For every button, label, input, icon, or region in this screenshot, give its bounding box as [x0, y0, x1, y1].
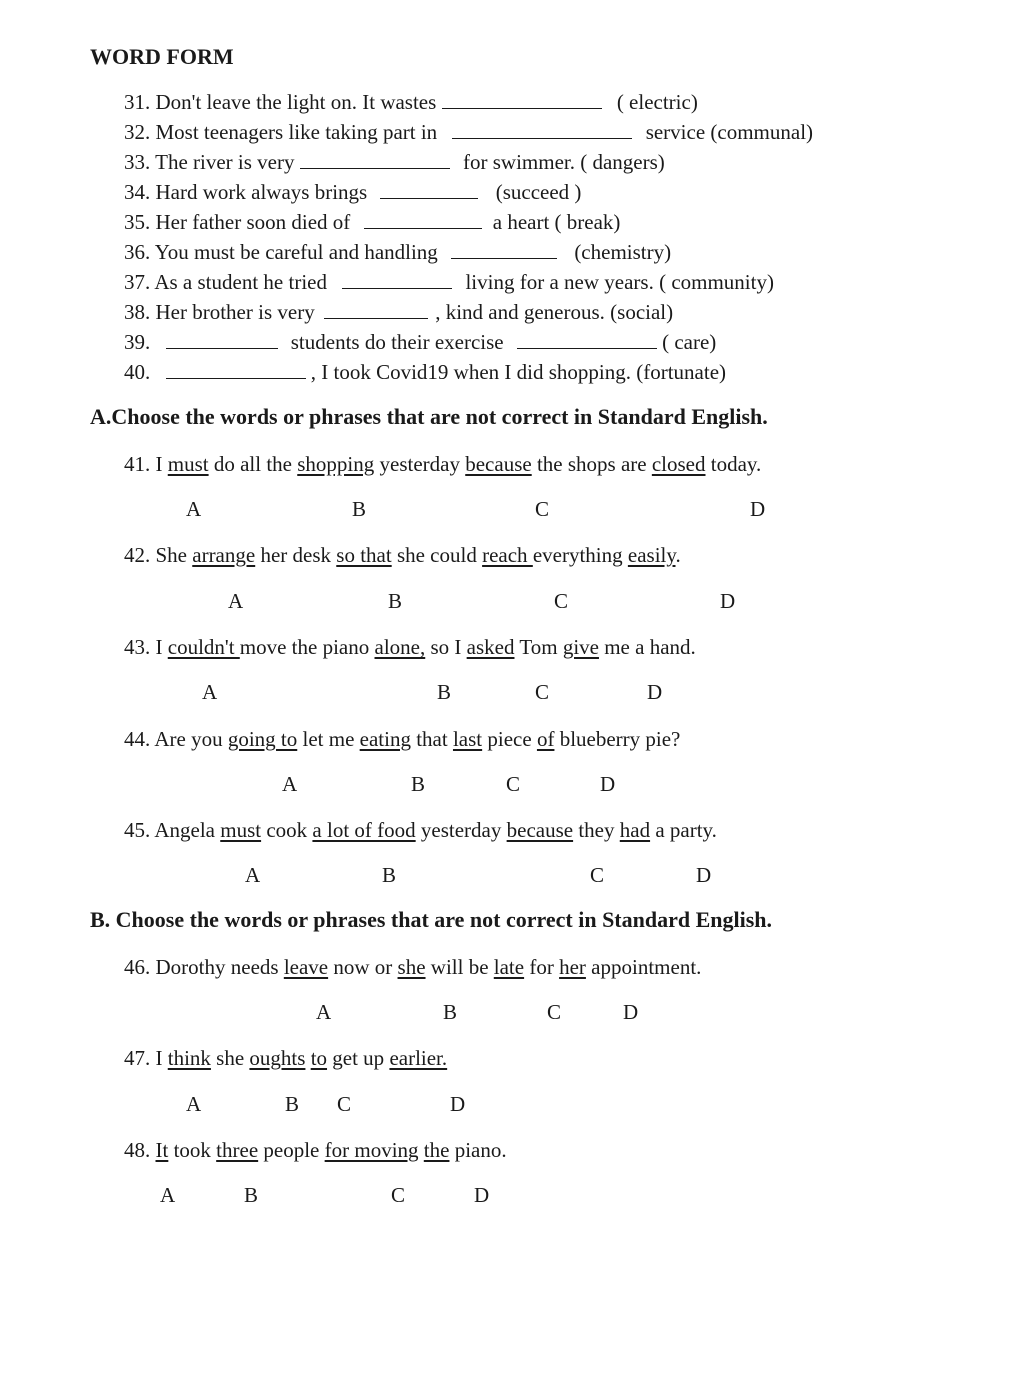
- item-text: Her brother is very: [155, 300, 315, 324]
- question-number: 47.: [124, 1046, 151, 1070]
- option-letter-d[interactable]: D: [600, 772, 616, 796]
- underlined-option[interactable]: of: [536, 727, 555, 751]
- option-letter-c[interactable]: C: [337, 1092, 352, 1116]
- question-text: Dorothy needs: [155, 955, 284, 979]
- item-text: Hard work always brings: [155, 180, 368, 204]
- option-letter-c[interactable]: C: [590, 863, 605, 887]
- answer-blank[interactable]: [517, 330, 657, 349]
- underlined-option[interactable]: for moving: [324, 1138, 419, 1162]
- question-text: she: [210, 1046, 250, 1070]
- question-text: she could: [391, 543, 483, 567]
- underlined-option[interactable]: closed: [651, 452, 706, 476]
- item-36: [124, 240, 671, 265]
- option-letter-c[interactable]: C: [506, 772, 521, 796]
- underlined-option[interactable]: alone,: [374, 635, 426, 659]
- item-number: 37.: [124, 270, 151, 294]
- item-text: The river is very: [155, 150, 295, 174]
- underlined-option[interactable]: oughts: [249, 1046, 306, 1070]
- item-40: [124, 360, 726, 385]
- underlined-option[interactable]: asked: [466, 635, 515, 659]
- option-letter-b[interactable]: B: [388, 589, 403, 613]
- underlined-option[interactable]: because: [506, 818, 574, 842]
- question-text: people: [258, 1138, 325, 1162]
- question-text: .: [675, 543, 681, 567]
- underlined-option[interactable]: It: [155, 1138, 169, 1162]
- section-b-heading: B. Choose the words or phrases that are not correct in Standard English.: [90, 907, 773, 932]
- option-letter-d[interactable]: D: [474, 1183, 490, 1207]
- question-text: for: [524, 955, 560, 979]
- underlined-option[interactable]: she: [397, 955, 426, 979]
- question-text: her desk: [255, 543, 337, 567]
- underlined-option[interactable]: think: [167, 1046, 211, 1070]
- question-text: move the piano: [239, 635, 375, 659]
- item-hint: ( care): [662, 330, 717, 354]
- answer-blank[interactable]: [380, 180, 478, 199]
- option-letter-a[interactable]: A: [186, 497, 202, 521]
- option-letter-a[interactable]: A: [202, 680, 218, 704]
- option-letter-b[interactable]: B: [437, 680, 452, 704]
- question-number: 42.: [124, 543, 151, 567]
- option-letter-c[interactable]: C: [547, 1000, 562, 1024]
- underlined-option[interactable]: must: [167, 452, 209, 476]
- item-number: 34.: [124, 180, 151, 204]
- answer-blank[interactable]: [166, 360, 306, 379]
- underlined-option[interactable]: her: [559, 955, 586, 979]
- item-text: students do their exercise: [290, 330, 504, 354]
- option-letter-b[interactable]: B: [285, 1092, 300, 1116]
- question-text: the shops are: [531, 452, 652, 476]
- item-number: 33.: [124, 150, 151, 174]
- underlined-option[interactable]: so that: [336, 543, 392, 567]
- underlined-option[interactable]: easily: [627, 543, 676, 567]
- option-letter-d[interactable]: D: [720, 589, 736, 613]
- underlined-option[interactable]: couldn't: [167, 635, 240, 659]
- item-text: Don't leave the light on. It wastes: [155, 90, 437, 114]
- question-text: Are you: [154, 727, 228, 751]
- option-letter-c[interactable]: C: [554, 589, 569, 613]
- item-32: [124, 120, 813, 145]
- underlined-option[interactable]: because: [465, 452, 532, 476]
- answer-blank[interactable]: [452, 120, 632, 139]
- question-text: so I: [425, 635, 467, 659]
- underlined-option[interactable]: the: [423, 1138, 450, 1162]
- underlined-option[interactable]: reach: [482, 543, 533, 567]
- option-letter-d[interactable]: D: [450, 1092, 466, 1116]
- item-number: 31.: [124, 90, 151, 114]
- option-letter-c[interactable]: C: [535, 497, 550, 521]
- item-34: [124, 180, 581, 205]
- item-text: As a student he tried: [154, 270, 327, 294]
- question-text: yesterday: [374, 452, 466, 476]
- question-45: [124, 818, 717, 843]
- item-33: [124, 150, 665, 175]
- underlined-option[interactable]: arrange: [192, 543, 256, 567]
- answer-blank[interactable]: [300, 150, 450, 169]
- question-text: Angela: [154, 818, 221, 842]
- item-text: Most teenagers like taking part in: [155, 120, 438, 144]
- item-hint: for swimmer. ( dangers): [463, 150, 665, 174]
- question-text: piano.: [449, 1138, 507, 1162]
- question-text: blueberry pie?: [554, 727, 681, 751]
- underlined-option[interactable]: to: [310, 1046, 328, 1070]
- section-a-heading: A.Choose the words or phrases that are not correct in Standard English.: [90, 404, 768, 429]
- question-text: She: [155, 543, 193, 567]
- item-text: You must be careful and handling: [154, 240, 438, 264]
- item-31: [124, 90, 698, 115]
- underlined-option[interactable]: three: [216, 1138, 259, 1162]
- item-35: [124, 210, 620, 235]
- question-text: yesterday: [415, 818, 507, 842]
- option-letter-d[interactable]: D: [750, 497, 766, 521]
- underlined-option[interactable]: eating: [359, 727, 411, 751]
- question-text: let me: [297, 727, 360, 751]
- underlined-option[interactable]: must: [220, 818, 262, 842]
- question-text: everything: [532, 543, 628, 567]
- question-text: they: [573, 818, 620, 842]
- answer-blank[interactable]: [324, 300, 428, 319]
- answer-blank[interactable]: [451, 240, 557, 259]
- item-number: 38.: [124, 300, 151, 324]
- item-hint: (succeed ): [495, 180, 582, 204]
- option-letter-d[interactable]: D: [623, 1000, 639, 1024]
- item-38: [124, 300, 673, 325]
- option-letter-d[interactable]: D: [696, 863, 712, 887]
- underlined-option[interactable]: had: [619, 818, 651, 842]
- question-41: [124, 452, 761, 477]
- option-letter-a[interactable]: A: [186, 1092, 202, 1116]
- underlined-option[interactable]: going to: [227, 727, 298, 751]
- underlined-option[interactable]: last: [452, 727, 483, 751]
- question-text: Tom: [514, 635, 563, 659]
- item-text: Her father soon died of: [155, 210, 351, 234]
- question-text: do all the: [208, 452, 298, 476]
- question-text: took: [168, 1138, 217, 1162]
- question-number: 44.: [124, 727, 151, 751]
- item-hint: ( electric): [616, 90, 698, 114]
- item-number: 32.: [124, 120, 151, 144]
- question-46: [124, 955, 701, 980]
- answer-blank[interactable]: [442, 90, 602, 109]
- question-text: get up: [327, 1046, 390, 1070]
- question-number: 41.: [124, 452, 151, 476]
- option-letter-a[interactable]: A: [160, 1183, 176, 1207]
- item-number: 39.: [124, 330, 151, 354]
- question-number: 48.: [124, 1138, 151, 1162]
- question-number: 46.: [124, 955, 151, 979]
- option-letter-b[interactable]: B: [382, 863, 397, 887]
- option-letter-b[interactable]: B: [411, 772, 426, 796]
- option-letter-a[interactable]: A: [245, 863, 261, 887]
- question-number: 45.: [124, 818, 151, 842]
- question-text: I: [155, 635, 168, 659]
- underlined-option[interactable]: leave: [283, 955, 329, 979]
- underlined-option[interactable]: a lot of food: [312, 818, 416, 842]
- item-39: [124, 330, 716, 355]
- question-44: [124, 727, 680, 752]
- question-text: a party.: [650, 818, 717, 842]
- item-hint: (chemistry): [574, 240, 672, 264]
- item-number: 36.: [124, 240, 151, 264]
- question-47: [124, 1046, 447, 1071]
- underlined-option[interactable]: shopping: [297, 452, 375, 476]
- answer-blank[interactable]: [166, 330, 278, 349]
- question-43: [124, 635, 696, 660]
- question-text: me a hand.: [598, 635, 696, 659]
- item-number: 35.: [124, 210, 151, 234]
- item-37: [124, 270, 774, 295]
- page-title: WORD FORM: [90, 44, 234, 69]
- option-letter-b[interactable]: B: [244, 1183, 259, 1207]
- item-text: , I took Covid19 when I did shopping. (fortunate): [310, 360, 727, 384]
- answer-blank[interactable]: [364, 210, 482, 229]
- underlined-option[interactable]: give: [562, 635, 599, 659]
- option-letter-a[interactable]: A: [282, 772, 298, 796]
- question-text: piece: [482, 727, 537, 751]
- option-letter-a[interactable]: A: [316, 1000, 332, 1024]
- underlined-option[interactable]: late: [493, 955, 525, 979]
- item-hint: a heart ( break): [492, 210, 621, 234]
- question-text: that: [410, 727, 453, 751]
- option-letter-b[interactable]: B: [352, 497, 367, 521]
- question-text: I: [155, 452, 168, 476]
- question-text: appointment.: [585, 955, 702, 979]
- question-42: [124, 543, 681, 568]
- item-hint: service (communal): [645, 120, 814, 144]
- option-letter-c[interactable]: C: [391, 1183, 406, 1207]
- option-letter-a[interactable]: A: [228, 589, 244, 613]
- answer-blank[interactable]: [342, 270, 452, 289]
- question-text: will be: [425, 955, 494, 979]
- option-letter-d[interactable]: D: [647, 680, 663, 704]
- question-text: I: [155, 1046, 168, 1070]
- item-number: 40.: [124, 360, 151, 384]
- question-text: cook: [261, 818, 313, 842]
- underlined-option[interactable]: earlier.: [389, 1046, 448, 1070]
- item-hint: , kind and generous. (social): [435, 300, 674, 324]
- option-letter-c[interactable]: C: [535, 680, 550, 704]
- item-hint: living for a new years. ( community): [465, 270, 774, 294]
- question-text: today.: [705, 452, 762, 476]
- question-48: [124, 1138, 507, 1163]
- question-number: 43.: [124, 635, 151, 659]
- question-text: now or: [328, 955, 398, 979]
- option-letter-b[interactable]: B: [443, 1000, 458, 1024]
